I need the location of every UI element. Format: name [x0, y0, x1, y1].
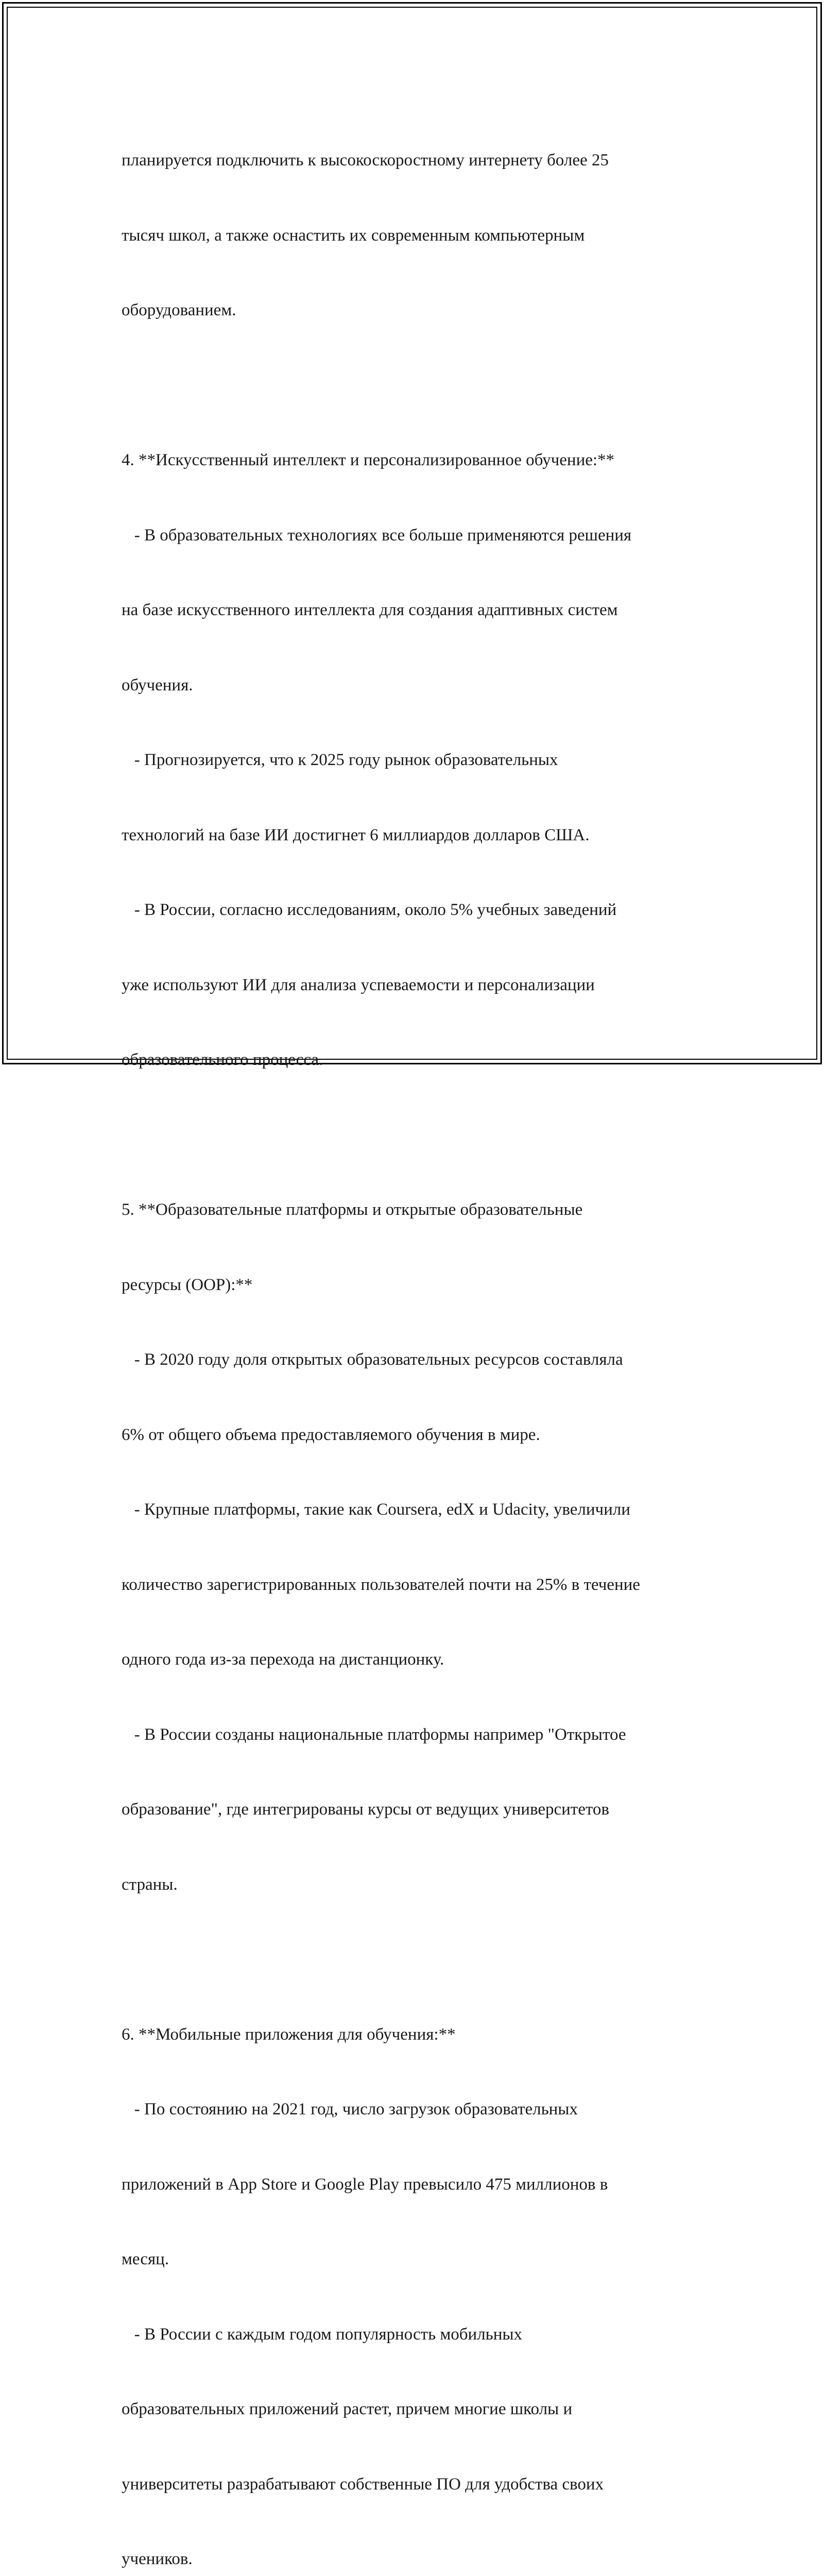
- bullet-line: - В России, согласно исследованиям, около 5% учебных заведений: [122, 897, 719, 923]
- text-line: приложений в App Store и Google Play превысило 475 миллионов в: [122, 2172, 719, 2197]
- bullet-line: - Прогнозируется, что к 2025 году рынок образовательных: [122, 748, 719, 773]
- text-line: образовательных приложений растет, причем многие школы и: [122, 2397, 719, 2422]
- text-line: технологий на базе ИИ достигнет 6 миллиардов долларов США.: [122, 823, 719, 848]
- text-line: на базе искусственного интеллекта для создания адаптивных систем: [122, 598, 719, 623]
- bullet-line: - В образовательных технологиях все больше применяются решения: [122, 523, 719, 548]
- section-heading: 5. **Образовательные платформы и открытые образовательные: [122, 1197, 719, 1223]
- text-line: уже используют ИИ для анализа успеваемости и персонализации: [122, 973, 719, 998]
- paragraph-gap: [122, 373, 719, 398]
- text-line: одного года из-за перехода на дистанционку.: [122, 1647, 719, 1672]
- paragraph-gap: [122, 1123, 719, 1148]
- section-heading: 4. **Искусственный интеллект и персонализированное обучение:**: [122, 448, 719, 473]
- text-line: количество зарегистрированных пользователей почти на 25% в течение: [122, 1572, 719, 1598]
- text-line: обучения.: [122, 673, 719, 698]
- text-line: образование", где интегрированы курсы от ведущих университетов: [122, 1797, 719, 1822]
- paragraph-gap: [122, 1947, 719, 1972]
- text-line: месяц.: [122, 2247, 719, 2272]
- bullet-line: - В России с каждым годом популярность мобильных: [122, 2322, 719, 2347]
- section-5: [122, 1147, 719, 1947]
- section-heading: ресурсы (ООР):**: [122, 1273, 719, 1298]
- intro-paragraph: [122, 98, 719, 373]
- text-line: университеты разрабатывают собственные ПО для удобства своих: [122, 2472, 719, 2497]
- text-line: учеников.: [122, 2547, 719, 2572]
- document-body: [122, 98, 719, 2576]
- section-heading: 6. **Мобильные приложения для обучения:**: [122, 2022, 719, 2047]
- text-line: страны.: [122, 1872, 719, 1897]
- bullet-line: - В России созданы национальные платформы например "Открытое: [122, 1722, 719, 1748]
- text-line: тысяч школ, а также оснастить их современным компьютерным: [122, 223, 719, 248]
- text-line: 6% от общего объема предоставляемого обучения в мире.: [122, 1422, 719, 1448]
- text-line: планируется подключить к высокоскоростному интернету более 25: [122, 148, 719, 173]
- text-line: оборудованием.: [122, 298, 719, 323]
- section-6: [122, 1972, 719, 2576]
- bullet-line: - Крупные платформы, такие как Coursera, edX и Udacity, увеличили: [122, 1497, 719, 1522]
- bullet-line: - В 2020 году доля открытых образовательных ресурсов составляла: [122, 1347, 719, 1372]
- text-line: образовательного процесса.: [122, 1047, 719, 1073]
- section-4: [122, 398, 719, 1123]
- bullet-line: - По состоянию на 2021 год, число загрузок образовательных: [122, 2097, 719, 2122]
